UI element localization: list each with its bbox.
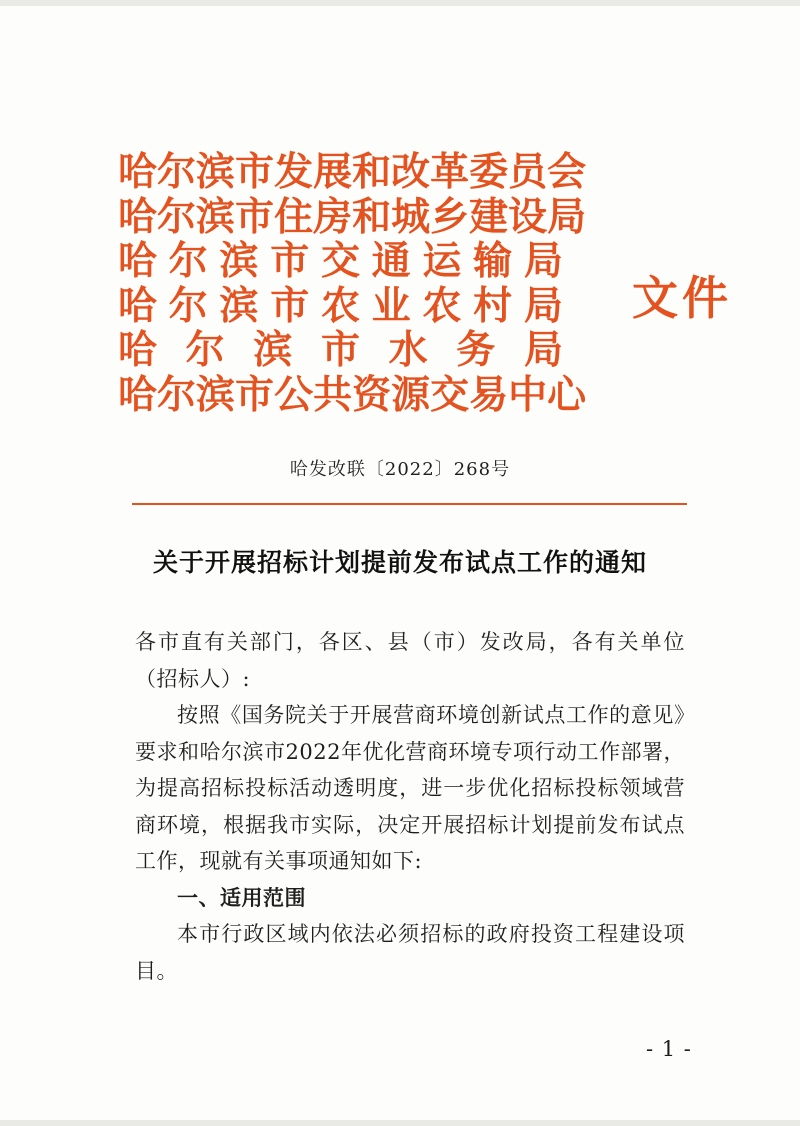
issuer-list: [118, 149, 587, 418]
issuer-char: 市: [235, 149, 275, 195]
issuer-char: 滨: [219, 238, 259, 284]
issuer-char: 尔: [157, 149, 197, 195]
issuer-char: 共: [313, 371, 353, 418]
issuer-char: 市: [235, 193, 275, 240]
issuer-char: 建: [469, 193, 509, 240]
red-separator-line: [132, 503, 687, 505]
issuer-char: 委: [469, 149, 509, 195]
issuer-char: 滨: [196, 193, 236, 240]
scan-edge-bottom: [0, 1120, 800, 1126]
issuer-char: 改: [391, 149, 431, 195]
salutation: 各市直有关部门，各区、县（市）发改局，各有关单位（招标人）:: [135, 630, 685, 691]
issuer-char: 市: [270, 282, 310, 329]
issuer-char: 易: [469, 371, 509, 418]
section-paragraph: 本市行政区域内依法必须招标的政府投资工程建设项目。: [135, 922, 685, 983]
issuer-char: 农: [320, 282, 360, 329]
document-number: 哈发改联〔2022〕268号: [289, 459, 511, 480]
issuer-char: 务: [456, 327, 496, 373]
issuer-char: 滨: [196, 149, 236, 195]
issuer-char: 滨: [196, 371, 236, 418]
document-title: 关于开展招标计划提前发布试点工作的通知: [152, 548, 647, 577]
issuer-char: 发: [274, 149, 314, 195]
document-body: [135, 624, 685, 989]
issuer-char: 和: [352, 149, 392, 195]
issuer-char: 会: [547, 149, 587, 195]
issuer-char: 乡: [430, 193, 470, 240]
issuer-char: 交: [430, 371, 470, 418]
issuer-char: 展: [313, 149, 353, 195]
issuer-char: 局: [523, 238, 563, 284]
issuer-char: 哈: [118, 149, 158, 195]
issuer-char: 心: [547, 371, 587, 418]
issuer-char: 尔: [168, 238, 208, 284]
issuer-char: 输: [473, 238, 513, 284]
issuer-char: 业: [371, 282, 411, 329]
issuer-char: 公: [274, 371, 314, 418]
issuer-char: 通: [371, 238, 411, 284]
issuer-char: 尔: [185, 327, 225, 373]
issuer-char: 哈: [118, 327, 158, 373]
issuer-line: [118, 284, 563, 329]
issuer-line: [118, 193, 587, 240]
issuer-char: 局: [523, 282, 563, 329]
issuer-char: 尔: [157, 193, 197, 240]
issuer-char: 尔: [168, 282, 208, 329]
issuer-char: 尔: [157, 371, 197, 418]
issuer-char: 村: [473, 282, 513, 329]
issuer-char: 源: [391, 371, 431, 418]
issuer-char: 哈: [118, 282, 158, 329]
issuer-char: 城: [391, 193, 431, 240]
issuer-char: 员: [508, 149, 548, 195]
scan-edge-top: [0, 0, 800, 6]
issuer-char: 哈: [118, 238, 158, 284]
issuer-char: 哈: [118, 193, 158, 240]
issuer-char: 滨: [219, 282, 259, 329]
issuer-char: 住: [274, 193, 314, 240]
issuer-char: 房: [313, 193, 353, 240]
issuer-char: 滨: [253, 327, 293, 373]
issuer-char: 运: [422, 238, 462, 284]
issuer-char: 农: [422, 282, 462, 329]
issuer-char: 设: [508, 193, 548, 240]
intro-paragraph: 按照《国务院关于开展营商环境创新试点工作的意见》要求和哈尔滨市2022年优化营商环境专项行动工作部署，为提高招标投标活动透明度，进一步优化招标投标领域营商环境，根据我市实际，决定开展招标计划提前发布试点工作，现就有关事项通知如下:: [135, 703, 685, 873]
issuer-char: 市: [235, 371, 275, 418]
issuer-char: 市: [270, 238, 310, 284]
issuer-char: 哈: [118, 371, 158, 418]
file-label: 文件: [632, 271, 732, 325]
issuer-char: 资: [352, 371, 392, 418]
issuer-char: 革: [430, 149, 470, 195]
section-heading: 一、适用范围: [177, 884, 306, 910]
issuer-line: [118, 239, 563, 284]
issuer-char: 局: [523, 327, 563, 373]
issuer-char: 局: [547, 193, 587, 240]
issuer-char: 水: [388, 327, 428, 373]
issuer-char: 和: [352, 193, 392, 240]
issuer-char: 中: [508, 371, 548, 418]
issuer-line: [118, 371, 587, 418]
issuer-line: [118, 328, 563, 373]
page-number: - 1 -: [646, 1037, 692, 1061]
issuer-char: 市: [320, 327, 360, 373]
issuer-line: [118, 149, 587, 195]
issuer-char: 交: [320, 238, 360, 284]
